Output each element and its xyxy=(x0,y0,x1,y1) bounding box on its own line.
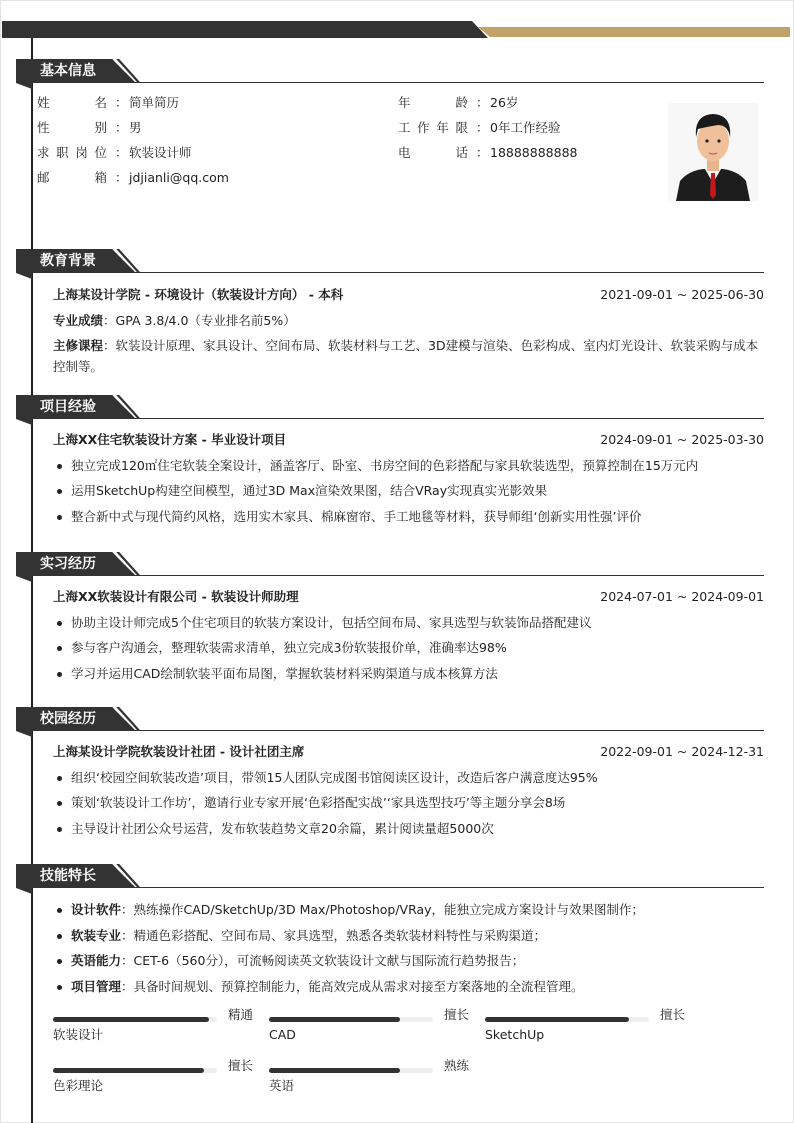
info-colon: ： xyxy=(476,95,489,110)
basic-info-grid xyxy=(16,83,764,183)
skill-bar-item xyxy=(269,1058,469,1112)
section-basic-info xyxy=(16,59,764,183)
info-label xyxy=(398,90,476,115)
section-education xyxy=(16,249,764,377)
skill-level: 熟练 xyxy=(443,1058,469,1073)
skill-item xyxy=(53,923,764,949)
info-label-char: 邮 xyxy=(37,170,50,185)
bullet-item: 参与客户沟通会，整理软装需求清单，独立完成3份软装报价单，准确率达98% xyxy=(53,635,764,661)
section-header xyxy=(16,864,764,888)
info-label xyxy=(398,140,476,165)
entry-heading: 上海XX软装设计有限公司 - 软装设计师助理 xyxy=(53,589,299,604)
section-header xyxy=(16,395,764,419)
info-row xyxy=(37,140,192,165)
skill-label: 项目管理 xyxy=(71,978,122,994)
info-label-char: 职 xyxy=(56,145,69,160)
skill-progress-bar xyxy=(53,1017,217,1022)
skill-name: SketchUp xyxy=(485,1027,545,1042)
gpa-value: ：GPA 3.8/4.0（专业排名前5%） xyxy=(103,312,296,328)
skill-bar-item xyxy=(53,1007,253,1061)
info-row xyxy=(37,165,229,190)
bullet-item: 独立完成120㎡住宅软装全案设计，涵盖客厅、卧室、书房空间的色彩搭配与家具软装选型，预算控制在15万元内 xyxy=(53,453,764,479)
info-label-char: 龄 xyxy=(455,95,468,110)
info-label-char: 岗 xyxy=(75,145,88,160)
bullet-item: 协助主设计师完成5个住宅项目的软装方案设计，包括空间布局、家具选型与软装饰品搭配建议 xyxy=(53,610,764,636)
skill-progress-fill xyxy=(53,1068,204,1073)
gpa-label: 专业成绩 xyxy=(53,312,104,328)
skill-text: ：熟练操作CAD/SketchUp/3D Max/Photoshop/VRay，能独立完成方案设计与效果图制作； xyxy=(121,902,645,917)
skill-label: 设计软件 xyxy=(71,902,122,917)
section-project xyxy=(16,395,764,529)
info-label-char: 工 xyxy=(398,120,411,135)
entry-header xyxy=(53,739,764,765)
skill-item xyxy=(53,974,764,1000)
skill-bar-item xyxy=(53,1058,253,1112)
skill-bar-item xyxy=(269,1007,469,1061)
info-label-char: 限 xyxy=(455,120,468,135)
info-colon: ： xyxy=(115,95,128,110)
entry-header xyxy=(53,584,764,610)
skill-progress-bar xyxy=(269,1068,433,1073)
courses-label: 主修课程 xyxy=(53,338,104,353)
skill-progress-fill xyxy=(269,1017,400,1022)
skill-text: ：CET-6（560分），可流畅阅读英文软装设计文献与国际流行趋势报告； xyxy=(121,953,525,968)
section-internship xyxy=(16,552,764,686)
bullet-item: 学习并运用CAD绘制软装平面布局图，掌握软装材料采购渠道与成本核算方法 xyxy=(53,661,764,687)
skill-level: 擅长 xyxy=(659,1007,685,1022)
skill-bar-item xyxy=(485,1007,685,1061)
info-colon: ： xyxy=(476,120,489,135)
info-label xyxy=(37,115,115,140)
bullet-item: 整合新中式与现代简约风格，选用实木家具、棉麻窗帘、手工地毯等材料，获导师组‘创新实用性强’评价 xyxy=(53,504,764,530)
info-value: 0年工作经验 xyxy=(490,120,561,135)
section-title: 项目经验 xyxy=(40,399,96,415)
info-label-char: 电 xyxy=(398,145,411,160)
info-label-char: 别 xyxy=(94,120,107,135)
info-label xyxy=(37,90,115,115)
section-header xyxy=(16,552,764,576)
skill-progress-fill xyxy=(485,1017,629,1022)
entry-heading: 上海XX住宅软装设计方案 - 毕业设计项目 xyxy=(53,432,287,447)
section-title: 实习经历 xyxy=(40,556,96,572)
skill-level: 擅长 xyxy=(443,1007,469,1022)
info-row xyxy=(398,90,518,115)
skill-progress-bar xyxy=(485,1017,649,1022)
info-value: jdjianli@qq.com xyxy=(129,170,229,185)
section-campus xyxy=(16,707,764,841)
section-title: 技能特长 xyxy=(40,868,96,884)
section-skills xyxy=(16,864,764,1103)
bullet-item: 策划‘软装设计工作坊’，邀请行业专家开展‘色彩搭配实战’‘家具选型技巧’等主题分享会8场 xyxy=(53,790,764,816)
info-label-char: 年 xyxy=(436,120,449,135)
skill-level: 擅长 xyxy=(227,1058,253,1073)
info-label xyxy=(398,115,476,140)
info-row xyxy=(398,140,577,165)
skill-level: 精通 xyxy=(227,1007,253,1022)
bullet-item: 主导设计社团公众号运营，发布软装趋势文章20余篇，累计阅读量超5000次 xyxy=(53,816,764,842)
top-bar-dark xyxy=(2,21,488,38)
section-body xyxy=(16,731,764,841)
info-label-char: 箱 xyxy=(94,170,107,185)
skill-label: 英语能力 xyxy=(71,953,122,968)
info-row xyxy=(37,90,179,115)
info-label xyxy=(37,165,115,190)
bullet-item: 运用SketchUp构建空间模型，通过3D Max渲染效果图，结合VRay实现真实光影效果 xyxy=(53,478,764,504)
info-label-char: 位 xyxy=(94,145,107,160)
education-heading: 上海某设计学院 - 环境设计（软装设计方向） - 本科 xyxy=(53,287,344,302)
skill-text: ：具备时间规划、预算控制能力，能高效完成从需求对接至方案落地的全流程管理。 xyxy=(121,978,584,994)
entry-date: 2024-07-01 ~ 2024-09-01 xyxy=(600,589,764,604)
skill-progress-bar xyxy=(269,1017,433,1022)
info-value: 简单简历 xyxy=(129,95,180,110)
info-label-char: 作 xyxy=(417,120,430,135)
courses-value: ：软装设计原理、家具设计、空间布局、软装材料与工艺、3D建模与渲染、色彩构成、室内灯光设计、软装采购与成本控制等。 xyxy=(53,338,759,374)
info-colon: ： xyxy=(115,170,128,185)
entry-date: 2024-09-01 ~ 2025-03-30 xyxy=(600,432,764,447)
bullet-item: 组织‘校园空间软装改造’项目，带领15人团队完成图书馆阅读区设计，改造后客户满意度达95% xyxy=(53,765,764,791)
skill-name: CAD xyxy=(269,1027,296,1042)
skill-item xyxy=(53,948,764,974)
skill-text: ：精通色彩搭配、空间布局、家具选型，熟悉各类软装材料特性与采购渠道； xyxy=(121,927,547,943)
section-body xyxy=(16,576,764,686)
section-body xyxy=(16,419,764,529)
section-header xyxy=(16,707,764,731)
info-colon: ： xyxy=(115,145,128,160)
info-label-char: 求 xyxy=(37,145,50,160)
top-bar-gold xyxy=(478,27,790,37)
info-value: 18888888888 xyxy=(490,145,578,160)
entry-heading: 上海某设计学院软装设计社团 - 设计社团主席 xyxy=(53,744,305,759)
info-value: 26岁 xyxy=(490,95,519,110)
section-header xyxy=(16,249,764,273)
profile-photo xyxy=(668,103,758,201)
info-value: 男 xyxy=(129,120,142,135)
info-label-char: 年 xyxy=(398,95,411,110)
info-colon: ： xyxy=(115,120,128,135)
skill-progress-fill xyxy=(53,1017,209,1022)
skill-name: 软装设计 xyxy=(53,1027,104,1042)
info-value: 软装设计师 xyxy=(129,145,192,160)
skill-progress-fill xyxy=(269,1068,400,1073)
skill-name: 英语 xyxy=(269,1078,295,1093)
section-title: 基本信息 xyxy=(40,63,96,79)
entry-header xyxy=(53,427,764,453)
section-header xyxy=(16,59,764,83)
info-label-char: 性 xyxy=(37,120,50,135)
info-row xyxy=(37,115,142,140)
skill-bars xyxy=(16,1003,764,1103)
section-title: 教育背景 xyxy=(40,253,96,269)
skill-label: 软装专业 xyxy=(71,927,122,943)
section-title: 校园经历 xyxy=(40,711,96,727)
skill-progress-bar xyxy=(53,1068,217,1073)
entry-date: 2022-09-01 ~ 2024-12-31 xyxy=(600,744,764,759)
info-label-char: 话 xyxy=(455,145,468,160)
info-label xyxy=(37,140,115,165)
info-label-char: 姓 xyxy=(37,95,50,110)
info-row xyxy=(398,115,560,140)
education-date: 2021-09-01 ~ 2025-06-30 xyxy=(600,287,764,302)
skill-name: 色彩理论 xyxy=(53,1078,104,1093)
skill-item xyxy=(53,897,764,923)
info-colon: ： xyxy=(476,145,489,160)
info-label-char: 名 xyxy=(94,95,107,110)
